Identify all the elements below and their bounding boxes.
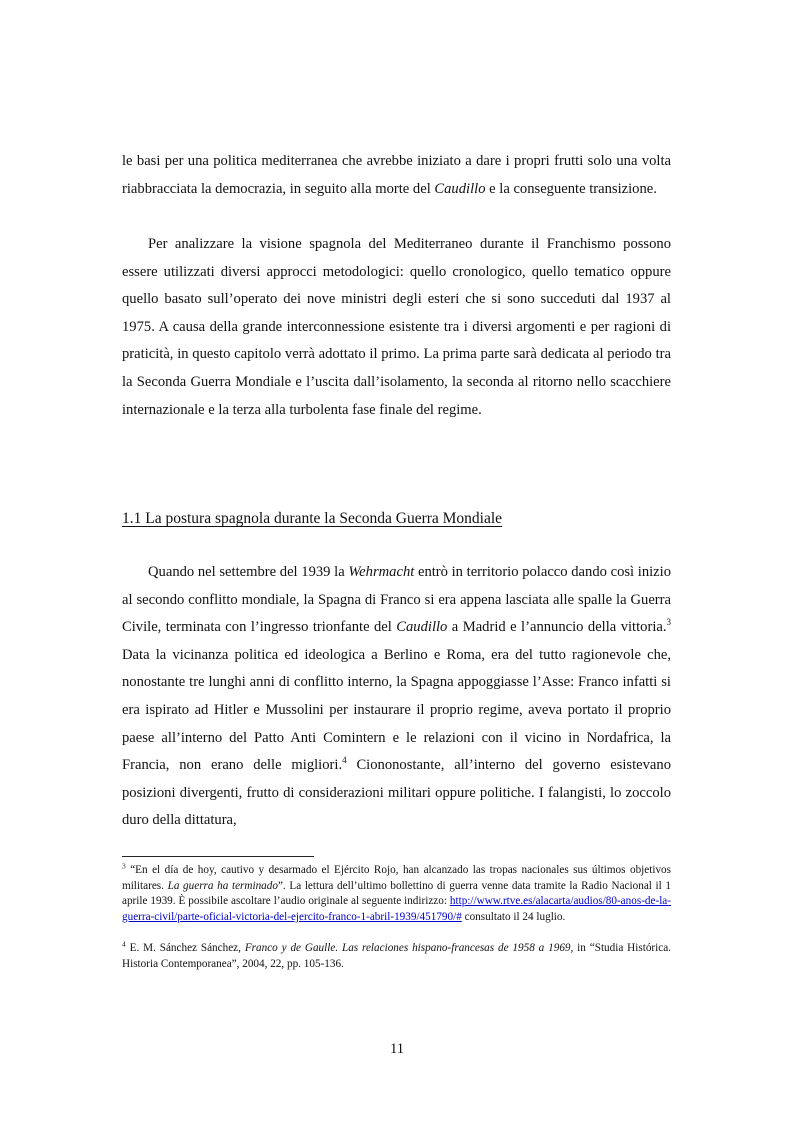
paragraph-text: a Madrid e l’annuncio della vittoria. xyxy=(447,619,667,636)
footnote-link[interactable]: http://www.rtve.es/alacarta/audios/80-anos-de-la-guerra-civil/parte-oficial-victoria-del-ejercito-franco-1-abril-1939/451790/# xyxy=(122,895,671,923)
paragraph-text: Quando nel settembre del 1939 la xyxy=(148,564,349,580)
paragraph-continuation xyxy=(122,148,671,203)
paragraph-text: e la conseguente transizione. xyxy=(485,180,657,197)
paragraph-text: Data la vicinanza politica ed ideologica a Berlino e Roma, era del tutto ragionevole che, nonostante tre lunghi anni di conflitto interno, la Spagna appoggiasse l’Asse: Franco infatti si era ispirato ad Hitler e Mussolini per instaurare il proprio regime, aveva portato il proprio paese all’interno del Patto Anti Comintern e le relazioni con il vicino in Nordafrica, la Francia, non erano delle migliori. xyxy=(122,646,671,774)
footnote-3 xyxy=(122,863,671,925)
section-heading: 1.1 La postura spagnola durante la Seconda Guerra Mondiale xyxy=(122,510,503,527)
italic-term: Franco y de Gaulle. Las relaciones hispano-francesas de 1958 a 1969, xyxy=(244,942,574,954)
footnote-text: in “Studia Histórica. Historia Contemporanea”, 2004, 22, pp. 105-136. xyxy=(122,942,671,970)
italic-term: Caudillo xyxy=(434,180,486,197)
paragraph-text: le basi per una politica mediterranea che avrebbe iniziato a dare i propri frutti solo una volta riabbracciata la democrazia, in seguito alla morte del xyxy=(122,153,671,197)
italic-term: La guerra ha terminado xyxy=(167,879,278,892)
footnote-number: 3 xyxy=(122,861,126,871)
italic-term: Wehrmacht xyxy=(348,564,415,580)
footnote-text: consultato il 24 luglio. xyxy=(461,910,566,923)
footnote-text: ”. La lettura dell’ultimo bollettino di guerra venne data tramite la Radio Nacional il 1 aprile 1939. È possibile ascoltare l’audio originale al seguente indirizzo: xyxy=(122,879,671,908)
page-number: 11 xyxy=(389,1041,405,1057)
footnote-text: E. M. Sánchez Sánchez, xyxy=(125,942,245,954)
footnote-number: 4 xyxy=(122,939,126,949)
paragraph-text: entrò in territorio polacco dando così inizio al secondo conflitto mondiale, la Spagna di Franco si era appena lasciata alle spalle la Guerra Civile, terminata con l’ingresso trionfante del xyxy=(122,564,672,636)
footnote-divider xyxy=(122,856,314,857)
paragraph-method: Per analizzare la visione spagnola del Mediterraneo durante il Franchismo possono essere utilizzati diversi approcci metodologici: quello cronologico, quello tematico oppure quello basato sull’operato dei nove ministri degli esteri che si sono succeduti dal 1937 al 1975. A causa della grande interconnessione esistente tra i diversi argomenti e per ragioni di praticità, in questo capitolo verrà adottato il primo. La prima parte sarà dedicata al periodo tra la Seconda Guerra Mondiale e l’uscita dall’isolamento, la seconda al ritorno nello scacchiere internazionale e la terza alla turbolenta fase finale del regime. xyxy=(122,236,671,418)
footnote-ref-3[interactable]: 3 xyxy=(666,617,671,628)
footnote-ref-4[interactable]: 4 xyxy=(342,755,347,766)
paragraph-text: Ciononostante, all’interno del governo esistevano posizioni divergenti, frutto di considerazioni militari oppure politiche. I falangisti, lo zoccolo duro della dittatura, xyxy=(122,757,671,829)
italic-term: Caudillo xyxy=(396,619,448,636)
footnote-4 xyxy=(122,941,671,972)
paragraph-ww2 xyxy=(122,559,671,835)
footnote-text: “En el día de hoy, cautivo y desarmado el Ejército Rojo, han alcanzado las tropas nacionales sus últimos objetivos militares. xyxy=(122,864,671,892)
